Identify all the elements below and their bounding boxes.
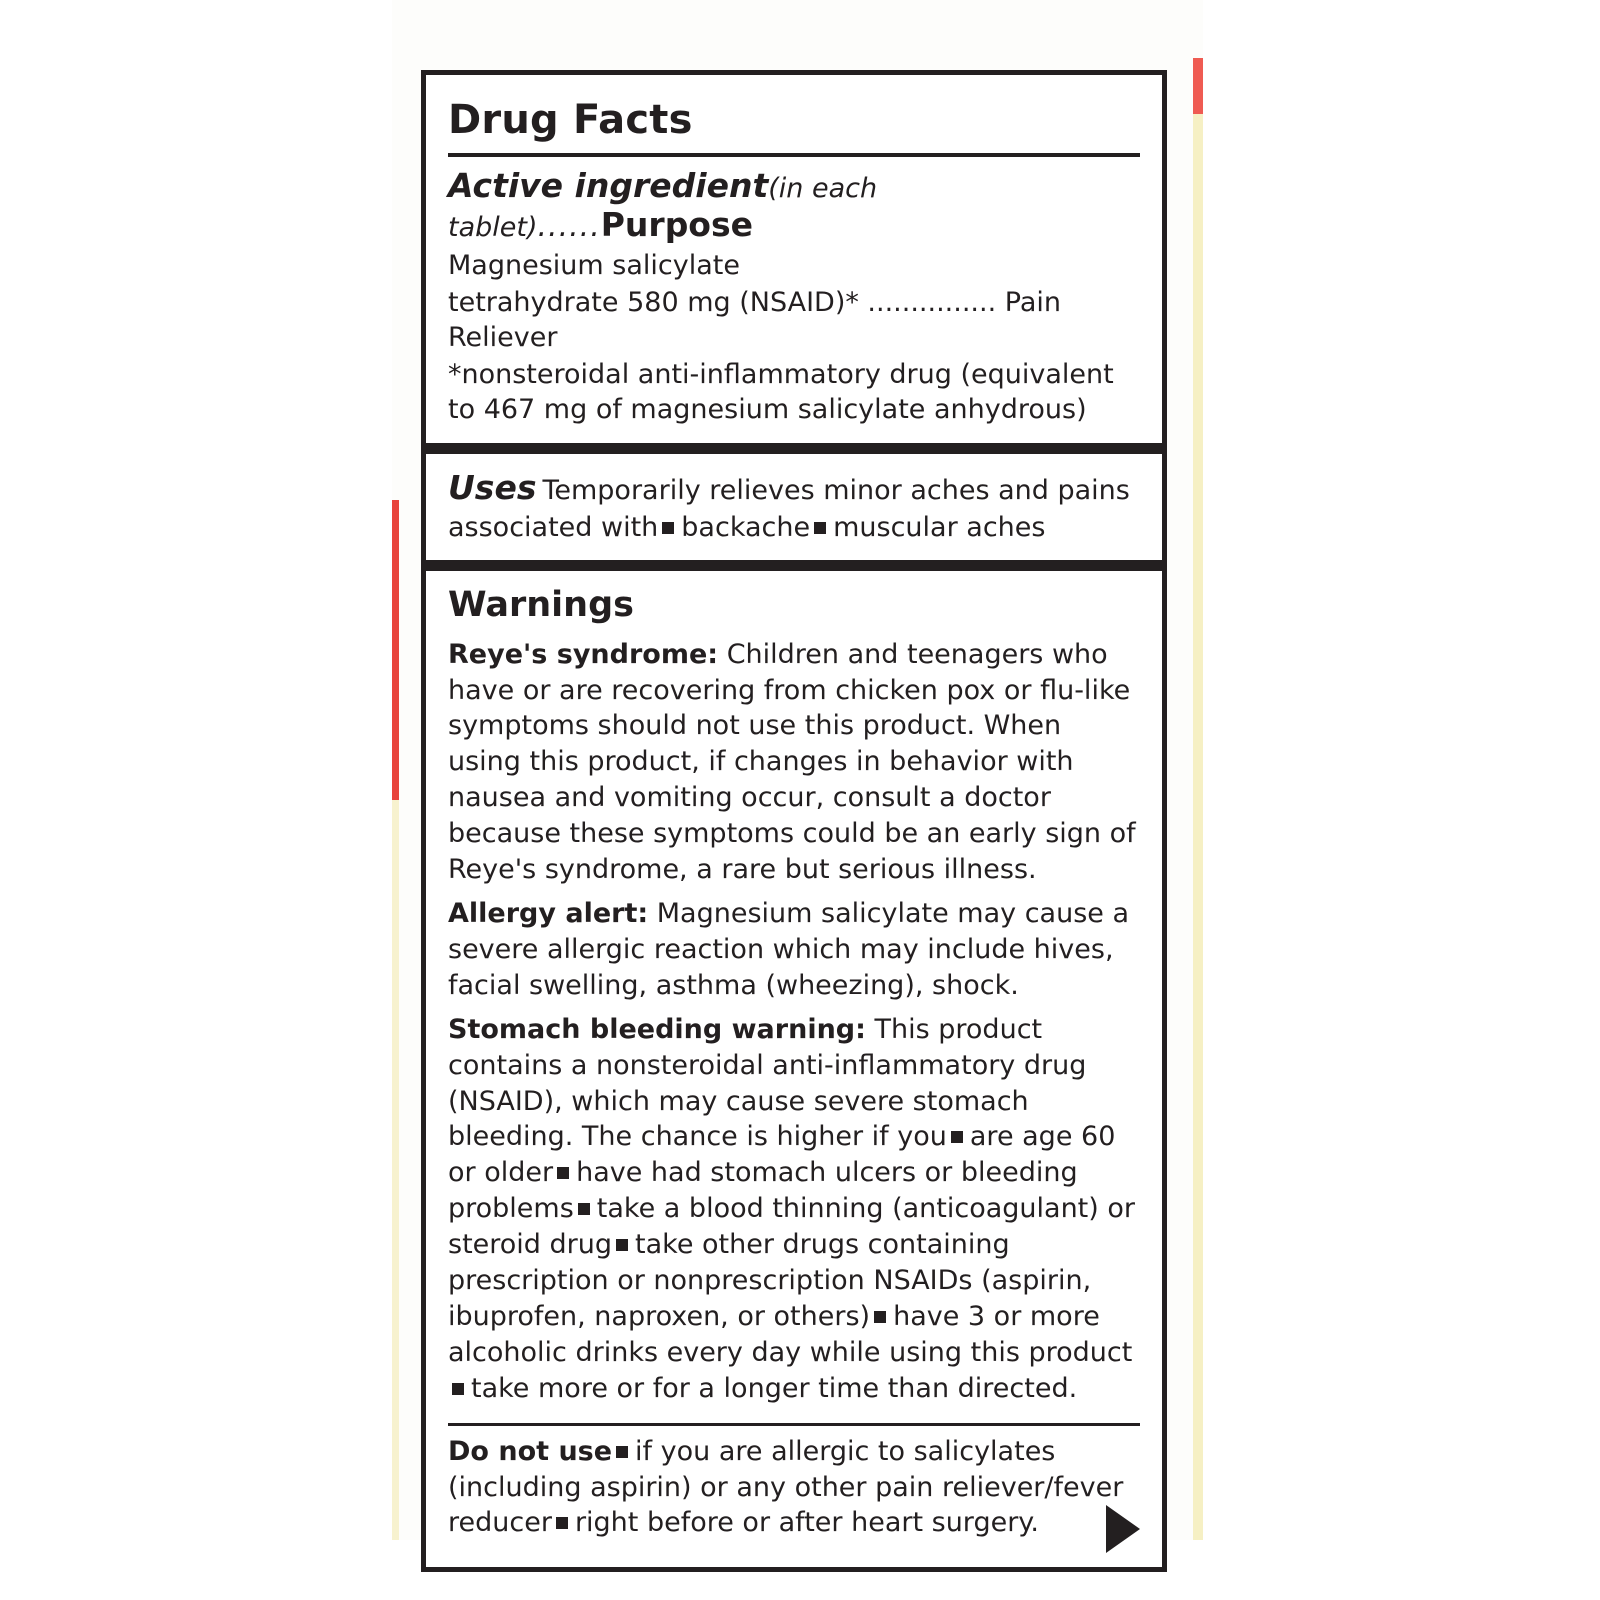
section-divider-uses [426, 443, 1162, 454]
warning-stomach-text: This product contains a nonsteroidal anti-inflammatory drug (NSAID), which may cause severe stomach bleeding. The chance is higher if you [448, 1013, 1087, 1153]
uses-bullet-2: muscular aches [833, 512, 1046, 544]
uses-section [426, 454, 1162, 559]
uses-text: Temporarily relieves minor aches and pains associated with [448, 475, 1130, 544]
warning-allergy-text: Magnesium salicylate may cause a severe allergic reaction which may include hives, facial swelling, asthma (wheezing), shock. [448, 897, 1130, 1001]
section-divider-warnings [426, 560, 1162, 571]
do-not-use-bullet-2: right before or after heart surgery. [574, 1507, 1039, 1539]
active-ingredient-line-2: tetrahydrate 580 mg (NSAID)* ............... Pain Reliever [448, 287, 1061, 354]
package-stripe-yellow-right [1193, 114, 1203, 1544]
stomach-bullet-3: take a blood thinning (anticoagulant) or steroid drug [448, 1193, 1136, 1261]
drug-facts-label [421, 70, 1167, 1572]
purpose-heading-label: Purpose [600, 204, 754, 244]
bullet-square-icon [557, 1167, 569, 1179]
continue-arrow-icon [1106, 1505, 1140, 1553]
active-ingredient-line-1: Magnesium salicylate [448, 250, 740, 281]
uses-heading: Uses [448, 468, 537, 508]
bullet-square-icon [951, 1131, 963, 1143]
warning-allergy-alert [426, 888, 1162, 1004]
package-edge-right [1203, 0, 1212, 1600]
stomach-bullet-4: take other drugs containing prescription or nonprescription NSAIDs (aspirin, ibuprofen, naproxen, or others) [448, 1229, 1092, 1332]
uses-bullet-1: backache [681, 512, 811, 544]
bullet-square-icon [452, 1383, 464, 1395]
bullet-square-icon [814, 522, 826, 534]
warning-reyes-syndrome [426, 629, 1162, 888]
warning-reyes-text: Children and teenagers who have or are recovering from chicken pox or flu-like symptoms should not use this product. When using this product, if changes in behavior with nausea and vomiting occur, consult a doctor because these symptoms could be an early sign of Reye's syndrome, a rare but serious illness. [448, 638, 1136, 886]
package-stripe-red-right [1193, 58, 1203, 114]
active-ingredient-footnote: *nonsteroidal anti-inflammatory drug (equivalent to 467 mg of magnesium salicylate anhydrous) [448, 359, 1114, 426]
stomach-bullet-5: have 3 or more alcoholic drinks every day while using this product [448, 1300, 1133, 1368]
stomach-bullet-6: take more or for a longer time than directed. [471, 1372, 1078, 1404]
warning-allergy-label: Allergy alert: [448, 897, 649, 929]
warning-stomach-bleeding [426, 1004, 1162, 1407]
stomach-bullet-1: are age 60 or older [448, 1121, 1116, 1189]
package-stripe-yellow-left [392, 800, 399, 1540]
active-ingredient-heading-dots: ...... [537, 208, 601, 244]
stomach-bullet-2: have had stomach ulcers or bleeding problems [448, 1157, 1078, 1225]
active-ingredient-heading [426, 157, 1162, 244]
do-not-use-label: Do not use [448, 1435, 613, 1467]
bullet-square-icon [662, 522, 674, 534]
warning-reyes-label: Reye's syndrome: [448, 638, 719, 670]
do-not-use-bullet-1: if you are allergic to salicylates (including aspirin) or any other pain reliever/fever reducer [448, 1435, 1124, 1539]
bullet-square-icon [616, 1446, 628, 1458]
warnings-heading: Warnings [448, 584, 634, 625]
package-stripe-red-left [392, 500, 399, 800]
bullet-square-icon [874, 1311, 886, 1323]
warning-stomach-label: Stomach bleeding warning: [448, 1013, 866, 1045]
drug-facts-title: Drug Facts [448, 97, 693, 143]
bullet-square-icon [556, 1517, 568, 1529]
bullet-square-icon [616, 1239, 628, 1251]
active-ingredient-heading-label: Active ingredient [448, 166, 769, 205]
bullet-square-icon [578, 1203, 590, 1215]
active-ingredient-heading-paren: (in each tablet) [448, 173, 878, 243]
do-not-use-section [426, 1426, 1162, 1568]
